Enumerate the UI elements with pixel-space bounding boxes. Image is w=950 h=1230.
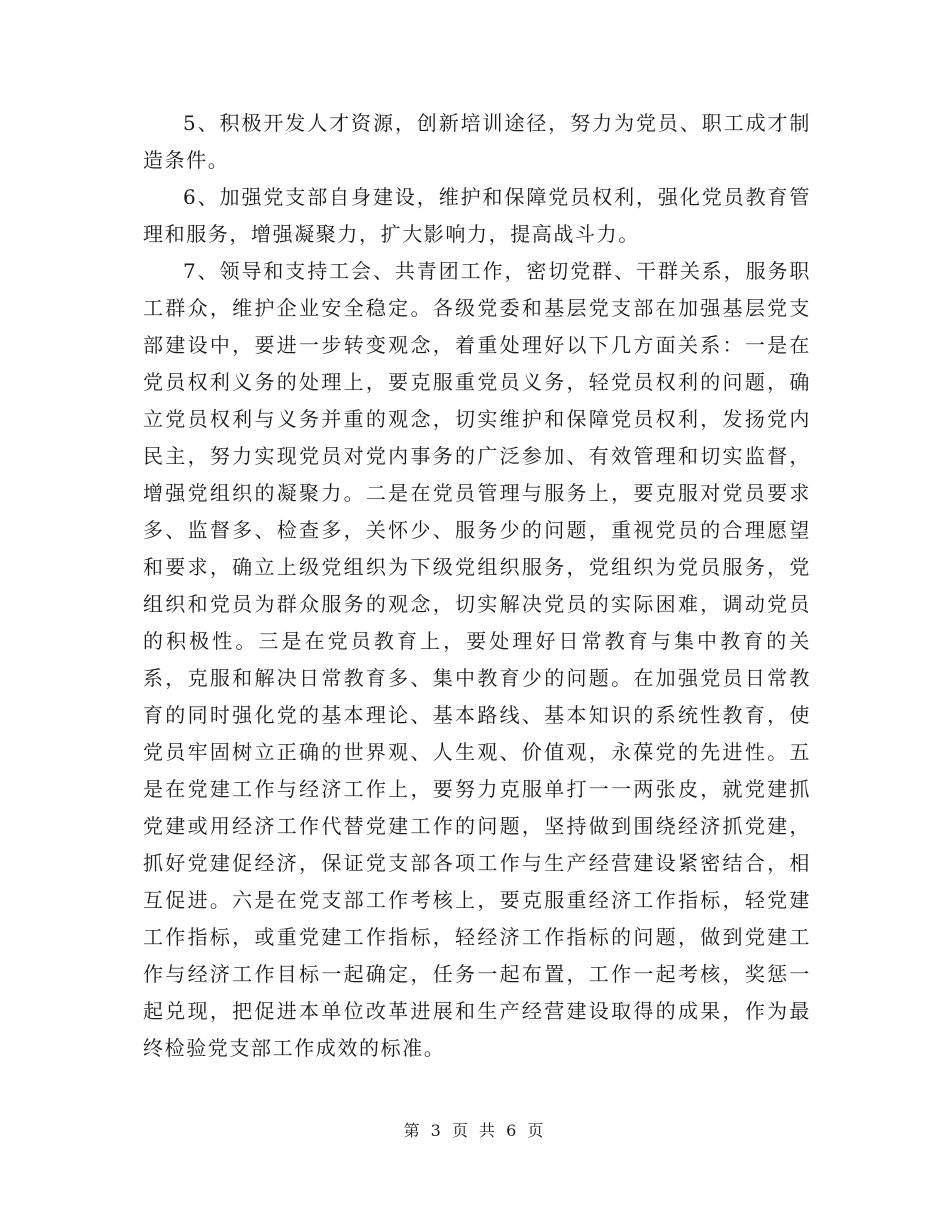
page-number-footer: 第 3 页 共 6 页 [403, 1121, 547, 1140]
paragraph-item-7: 7、领导和支持工会、共青团工作，密切党群、干群关系，服务职工群众，维护企业安全稳定。各级党委和基层党支部在加强基层党支部建设中，要进一步转变观念，着重处理好以下几方面关系：一是在党员权利义务的处理上，要克服重党员义务，轻党员权利的问题，确立党员权利与义务并重的观念，切实维护和保障党员权利，发扬党内民主，努力实现党员对党内事务的广泛参加、有效管理和切实监督，增强党组织的凝聚力。二是在党员管理与服务上，要克服对党员要求多、监督多、检查多，关怀少、服务少的问题，重视党员的合理愿望和要求，确立上级党组织为下级党组织服务，党组织为党员服务，党组织和党员为群众服务的观念，切实解决党员的实际困难，调动党员的积极性。三是在党员教育上，要处理好日常教育与集中教育的关系，克服和解决日常教育多、集中教育少的问题。在加强党员日常教育的同时强化党的基本理论、基本路线、基本知识的系统性教育，使党员牢固树立正确的世界观、人生观、价值观，永葆党的先进性。五是在党建工作与经济工作上，要努力克服单打一一两张皮，就党建抓党建或用经济工作代替党建工作的问题，坚持做到围绕经济抓党建，抓好党建促经济，保证党支部各项工作与生产经营建设紧密结合，相互促进。六是在党支部工作考核上，要克服重经济工作指标，轻党建工作指标，或重党建工作指标，轻经济工作指标的问题，做到党建工作与经济工作目标一起确定，任务一起布置，工作一起考核，奖惩一起兑现，把促进本单位改革进展和生产经营建设取得的成果，作为最终检验党支部工作成效的标准。 [143, 259, 811, 1060]
paragraph-item-6: 6、加强党支部自身建设，维护和保障党员权利，强化党员教育管理和服务，增强凝聚力，扩大影响力，提高战斗力。 [143, 185, 811, 246]
paragraph-item-5: 5、积极开发人才资源，创新培训途径，努力为党员、职工成才制造条件。 [143, 111, 811, 172]
document-body [143, 105, 811, 1067]
